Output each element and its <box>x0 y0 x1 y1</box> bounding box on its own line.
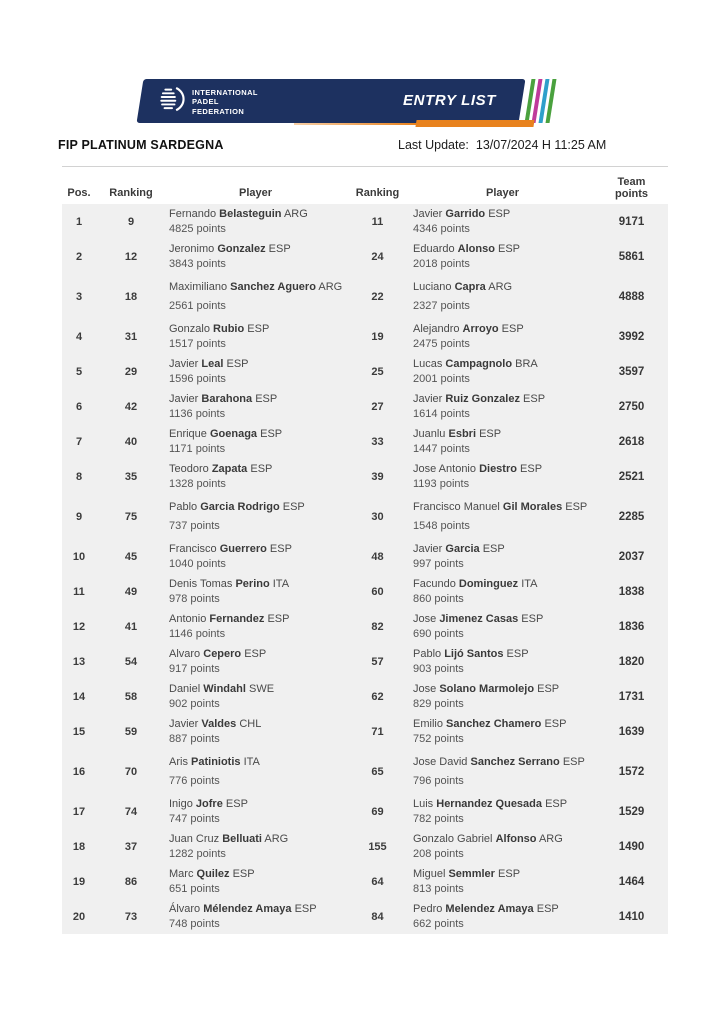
player-points: 829 points <box>413 698 464 711</box>
player-points: 2001 points <box>413 373 470 386</box>
table-row <box>62 749 668 794</box>
ranking-cell-left: 42 <box>124 400 138 413</box>
ipf-logo <box>158 86 258 118</box>
ranking-cell-left: 9 <box>127 215 135 228</box>
table-row <box>62 864 668 899</box>
player-cell-right <box>410 572 595 611</box>
table-row <box>62 494 668 539</box>
player-cell-right <box>410 792 595 831</box>
player-name: Luis Hernandez Quesada ESP <box>413 797 568 810</box>
ranking-cell-left: 40 <box>124 435 138 448</box>
player-points: 752 points <box>413 733 464 746</box>
player-cell-right <box>410 607 595 646</box>
team-points-cell: 1572 <box>618 765 645 778</box>
player-points: 748 points <box>169 918 220 931</box>
player-cell-left <box>166 607 345 646</box>
player-points: 1517 points <box>169 338 226 351</box>
player-cell-right <box>410 457 595 496</box>
title-row <box>58 138 668 156</box>
player-name: Javier Valdes CHL <box>169 717 262 730</box>
ranking-cell-left: 74 <box>124 805 138 818</box>
player-cell-right <box>410 712 595 751</box>
table-row <box>62 204 668 239</box>
table-row <box>62 679 668 714</box>
banner-stripes <box>528 79 556 123</box>
player-points: 2018 points <box>413 258 470 271</box>
player-cell-left <box>166 422 345 461</box>
ranking-cell-left: 49 <box>124 585 138 598</box>
player-cell-right <box>410 862 595 901</box>
player-name: Juanlu Esbri ESP <box>413 427 502 440</box>
header-player-left: Player <box>238 187 273 199</box>
team-points-cell: 1838 <box>618 585 645 598</box>
ranking-cell-right: 64 <box>371 875 384 888</box>
player-points: 4825 points <box>169 223 226 236</box>
ranking-cell-left: 86 <box>124 875 138 888</box>
position-cell: 7 <box>75 435 83 448</box>
team-points-cell: 5861 <box>618 250 645 263</box>
player-cell-right <box>410 317 595 356</box>
position-cell: 5 <box>75 365 83 378</box>
team-points-cell: 1639 <box>618 725 645 738</box>
ranking-cell-left: 35 <box>124 470 138 483</box>
player-points: 1040 points <box>169 558 226 571</box>
player-cell-left <box>166 202 345 241</box>
player-points: 917 points <box>169 663 220 676</box>
position-cell: 2 <box>75 250 83 263</box>
ranking-cell-right: 22 <box>371 290 384 303</box>
page-title: FIP PLATINUM SARDEGNA <box>58 138 224 152</box>
team-points-cell: 2521 <box>618 470 645 483</box>
header-player-right: Player <box>485 187 520 199</box>
player-name: Marc Quilez ESP <box>169 867 255 880</box>
player-cell-right <box>410 202 595 241</box>
ranking-cell-left: 45 <box>124 550 138 563</box>
ranking-cell-left: 59 <box>124 725 138 738</box>
player-points: 2475 points <box>413 338 470 351</box>
player-name: Javier Leal ESP <box>169 357 249 370</box>
position-cell: 10 <box>72 550 86 563</box>
player-name: Facundo Dominguez ITA <box>413 577 538 590</box>
ranking-cell-right: 25 <box>371 365 384 378</box>
position-cell: 11 <box>73 585 85 598</box>
player-name: Javier Barahona ESP <box>169 392 278 405</box>
table-row <box>62 459 668 494</box>
team-points-cell: 2037 <box>618 550 645 563</box>
team-points-cell: 2618 <box>618 435 645 448</box>
ranking-cell-right: 19 <box>371 330 384 343</box>
ranking-cell-left: 31 <box>124 330 138 343</box>
table-row <box>62 574 668 609</box>
player-name: Jose David Sanchez Serrano ESP <box>413 756 585 768</box>
player-points: 3843 points <box>169 258 226 271</box>
player-points: 1193 points <box>413 478 470 491</box>
padel-ball-icon <box>158 86 186 118</box>
table-row <box>62 389 668 424</box>
ranking-cell-right: 39 <box>371 470 384 483</box>
player-name: Gonzalo Gabriel Alfonso ARG <box>413 832 563 845</box>
player-name: Enrique Goenaga ESP <box>169 427 283 440</box>
player-name: Alvaro Cepero ESP <box>169 647 267 660</box>
team-points-cell: 3992 <box>618 330 645 343</box>
player-name: Miguel Semmler ESP <box>413 867 521 880</box>
ranking-cell-left: 75 <box>124 510 138 523</box>
player-name: Jose Solano Marmolejo ESP <box>413 682 560 695</box>
entry-list-label: ENTRY LIST <box>403 92 496 109</box>
player-points: 2327 points <box>413 300 470 312</box>
player-name: Luciano Capra ARG <box>413 281 513 293</box>
table-row <box>62 319 668 354</box>
player-cell-left <box>166 747 345 796</box>
player-points: 997 points <box>413 558 464 571</box>
position-cell: 8 <box>75 470 83 483</box>
ranking-cell-right: 11 <box>371 215 384 228</box>
player-cell-right <box>410 537 595 576</box>
player-cell-right <box>410 422 595 461</box>
entry-list-table <box>62 166 668 934</box>
table-row <box>62 794 668 829</box>
player-points: 1282 points <box>169 848 226 861</box>
player-cell-right <box>410 827 595 866</box>
team-points-cell: 2750 <box>618 400 645 413</box>
player-cell-left <box>166 272 345 321</box>
position-cell: 19 <box>72 875 86 888</box>
team-points-cell: 1490 <box>618 840 645 853</box>
player-points: 1136 points <box>169 408 226 421</box>
table-row <box>62 274 668 319</box>
player-cell-left <box>166 862 345 901</box>
ranking-cell-left: 58 <box>124 690 138 703</box>
player-cell-left <box>166 677 345 716</box>
player-points: 887 points <box>169 733 220 746</box>
player-points: 1596 points <box>169 373 226 386</box>
position-cell: 13 <box>72 655 86 668</box>
position-cell: 18 <box>72 840 86 853</box>
player-name: Antonio Fernandez ESP <box>169 612 290 625</box>
player-name: Javier Garcia ESP <box>413 542 505 555</box>
player-cell-right <box>410 237 595 276</box>
ranking-cell-right: 155 <box>368 840 387 853</box>
player-cell-left <box>166 387 345 426</box>
position-cell: 17 <box>72 805 86 818</box>
player-cell-right <box>410 492 595 541</box>
player-name: Maximiliano Sanchez Aguero ARG <box>169 281 343 293</box>
player-name: Eduardo Alonso ESP <box>413 242 521 255</box>
position-cell: 6 <box>75 400 83 413</box>
position-cell: 12 <box>72 620 86 633</box>
ranking-cell-right: 24 <box>371 250 384 263</box>
player-name: Javier Garrido ESP <box>413 207 511 220</box>
player-name: Álvaro Mélendez Amaya ESP <box>169 902 317 915</box>
table-row <box>62 829 668 864</box>
player-points: 902 points <box>169 698 220 711</box>
ranking-cell-left: 54 <box>124 655 138 668</box>
player-cell-left <box>166 492 345 541</box>
ranking-cell-right: 65 <box>371 765 384 778</box>
banner-underline-thin <box>294 123 416 125</box>
player-points: 4346 points <box>413 223 470 236</box>
ranking-cell-left: 12 <box>124 250 138 263</box>
player-cell-left <box>166 237 345 276</box>
team-points-cell: 4888 <box>618 290 645 303</box>
last-update-label: Last Update: <box>398 138 469 152</box>
player-cell-right <box>410 387 595 426</box>
last-update <box>398 138 606 152</box>
player-cell-right <box>410 272 595 321</box>
player-name: Jeronimo Gonzalez ESP <box>169 242 291 255</box>
ranking-cell-left: 70 <box>124 765 138 778</box>
player-points: 813 points <box>413 883 464 896</box>
player-name: Aris Patiniotis ITA <box>169 756 260 768</box>
player-cell-left <box>166 712 345 751</box>
table-row <box>62 609 668 644</box>
ranking-cell-left: 37 <box>124 840 138 853</box>
header-ranking-left: Ranking <box>109 187 153 199</box>
team-points-cell: 1529 <box>618 805 645 818</box>
ranking-cell-right: 62 <box>371 690 384 703</box>
table-row <box>62 899 668 934</box>
ipf-banner <box>136 79 556 123</box>
player-points: 662 points <box>413 918 464 931</box>
player-points: 903 points <box>413 663 464 676</box>
player-cell-left <box>166 642 345 681</box>
player-name: Emilio Sanchez Chamero ESP <box>413 717 567 730</box>
player-cell-right <box>410 897 595 936</box>
player-name: Denis Tomas Perino ITA <box>169 577 290 590</box>
player-name: Jose Jimenez Casas ESP <box>413 612 544 625</box>
player-cell-left <box>166 792 345 831</box>
player-points: 796 points <box>413 775 464 787</box>
player-points: 978 points <box>169 593 220 606</box>
player-name: Juan Cruz Belluati ARG <box>169 832 289 845</box>
table-body <box>62 204 668 934</box>
table-row <box>62 714 668 749</box>
player-cell-left <box>166 352 345 391</box>
player-points: 737 points <box>169 520 220 532</box>
player-points: 860 points <box>413 593 464 606</box>
player-points: 1146 points <box>169 628 226 641</box>
ranking-cell-right: 27 <box>371 400 384 413</box>
player-name: Gonzalo Rubio ESP <box>169 322 270 335</box>
header-pos: Pos. <box>67 187 91 199</box>
player-cell-left <box>166 827 345 866</box>
ranking-cell-right: 69 <box>371 805 384 818</box>
player-points: 776 points <box>169 775 220 787</box>
table-header-row <box>62 167 668 204</box>
position-cell: 4 <box>75 330 83 343</box>
team-points-cell: 1836 <box>618 620 645 633</box>
player-cell-left <box>166 897 345 936</box>
position-cell: 14 <box>72 690 86 703</box>
header-ranking-right: Ranking <box>355 187 400 199</box>
ranking-cell-right: 33 <box>371 435 384 448</box>
team-points-cell: 1464 <box>618 875 645 888</box>
header-team-points: Team points <box>615 175 648 201</box>
ranking-cell-right: 71 <box>371 725 384 738</box>
position-cell: 9 <box>75 510 83 523</box>
player-name: Lucas Campagnolo BRA <box>413 357 538 370</box>
player-points: 2561 points <box>169 300 226 312</box>
player-name: Teodoro Zapata ESP <box>169 462 273 475</box>
table-row <box>62 424 668 459</box>
position-cell: 3 <box>75 290 83 303</box>
banner-underline-thick <box>415 120 534 127</box>
ranking-cell-right: 82 <box>371 620 384 633</box>
ipf-logo-text: INTERNATIONAL PADEL FEDERATION <box>192 87 258 116</box>
player-cell-left <box>166 457 345 496</box>
position-cell: 15 <box>72 725 86 738</box>
ranking-cell-left: 41 <box>124 620 138 633</box>
ranking-cell-left: 18 <box>124 290 138 303</box>
player-points: 782 points <box>413 813 464 826</box>
player-cell-right <box>410 747 595 796</box>
table-row <box>62 644 668 679</box>
ranking-cell-right: 48 <box>371 550 384 563</box>
player-cell-left <box>166 317 345 356</box>
player-name: Alejandro Arroyo ESP <box>413 322 524 335</box>
ranking-cell-right: 84 <box>371 910 384 923</box>
team-points-cell: 2285 <box>618 510 645 523</box>
player-points: 1328 points <box>169 478 226 491</box>
team-points-cell: 9171 <box>618 215 645 228</box>
team-points-cell: 3597 <box>618 365 645 378</box>
player-name: Francisco Manuel Gil Morales ESP <box>413 501 588 513</box>
table-row <box>62 539 668 574</box>
team-points-cell: 1410 <box>618 910 645 923</box>
player-name: Pedro Melendez Amaya ESP <box>413 902 559 915</box>
ranking-cell-right: 57 <box>371 655 384 668</box>
player-points: 747 points <box>169 813 220 826</box>
ranking-cell-left: 73 <box>124 910 138 923</box>
last-update-value: 13/07/2024 H 11:25 AM <box>475 138 607 152</box>
player-name: Fernando Belasteguin ARG <box>169 207 308 220</box>
ranking-cell-left: 29 <box>124 365 138 378</box>
position-cell: 1 <box>75 215 83 228</box>
player-name: Pablo Garcia Rodrigo ESP <box>169 501 305 513</box>
ranking-cell-right: 60 <box>371 585 384 598</box>
player-cell-left <box>166 537 345 576</box>
player-cell-right <box>410 677 595 716</box>
player-points: 1548 points <box>413 520 470 532</box>
player-points: 651 points <box>169 883 220 896</box>
player-name: Javier Ruiz Gonzalez ESP <box>413 392 546 405</box>
ranking-cell-right: 30 <box>371 510 384 523</box>
player-points: 690 points <box>413 628 464 641</box>
team-points-cell: 1820 <box>618 655 645 668</box>
position-cell: 16 <box>72 765 86 778</box>
player-points: 1614 points <box>413 408 470 421</box>
player-cell-right <box>410 352 595 391</box>
position-cell: 20 <box>72 910 86 923</box>
player-name: Jose Antonio Diestro ESP <box>413 462 543 475</box>
player-name: Francisco Guerrero ESP <box>169 542 292 555</box>
player-cell-left <box>166 572 345 611</box>
player-name: Inigo Jofre ESP <box>169 797 248 810</box>
player-points: 1447 points <box>413 443 470 456</box>
player-points: 1171 points <box>169 443 226 456</box>
player-name: Daniel Windahl SWE <box>169 682 275 695</box>
player-points: 208 points <box>413 848 464 861</box>
table-row <box>62 239 668 274</box>
player-name: Pablo Lijó Santos ESP <box>413 647 529 660</box>
player-cell-right <box>410 642 595 681</box>
team-points-cell: 1731 <box>618 690 645 703</box>
table-row <box>62 354 668 389</box>
